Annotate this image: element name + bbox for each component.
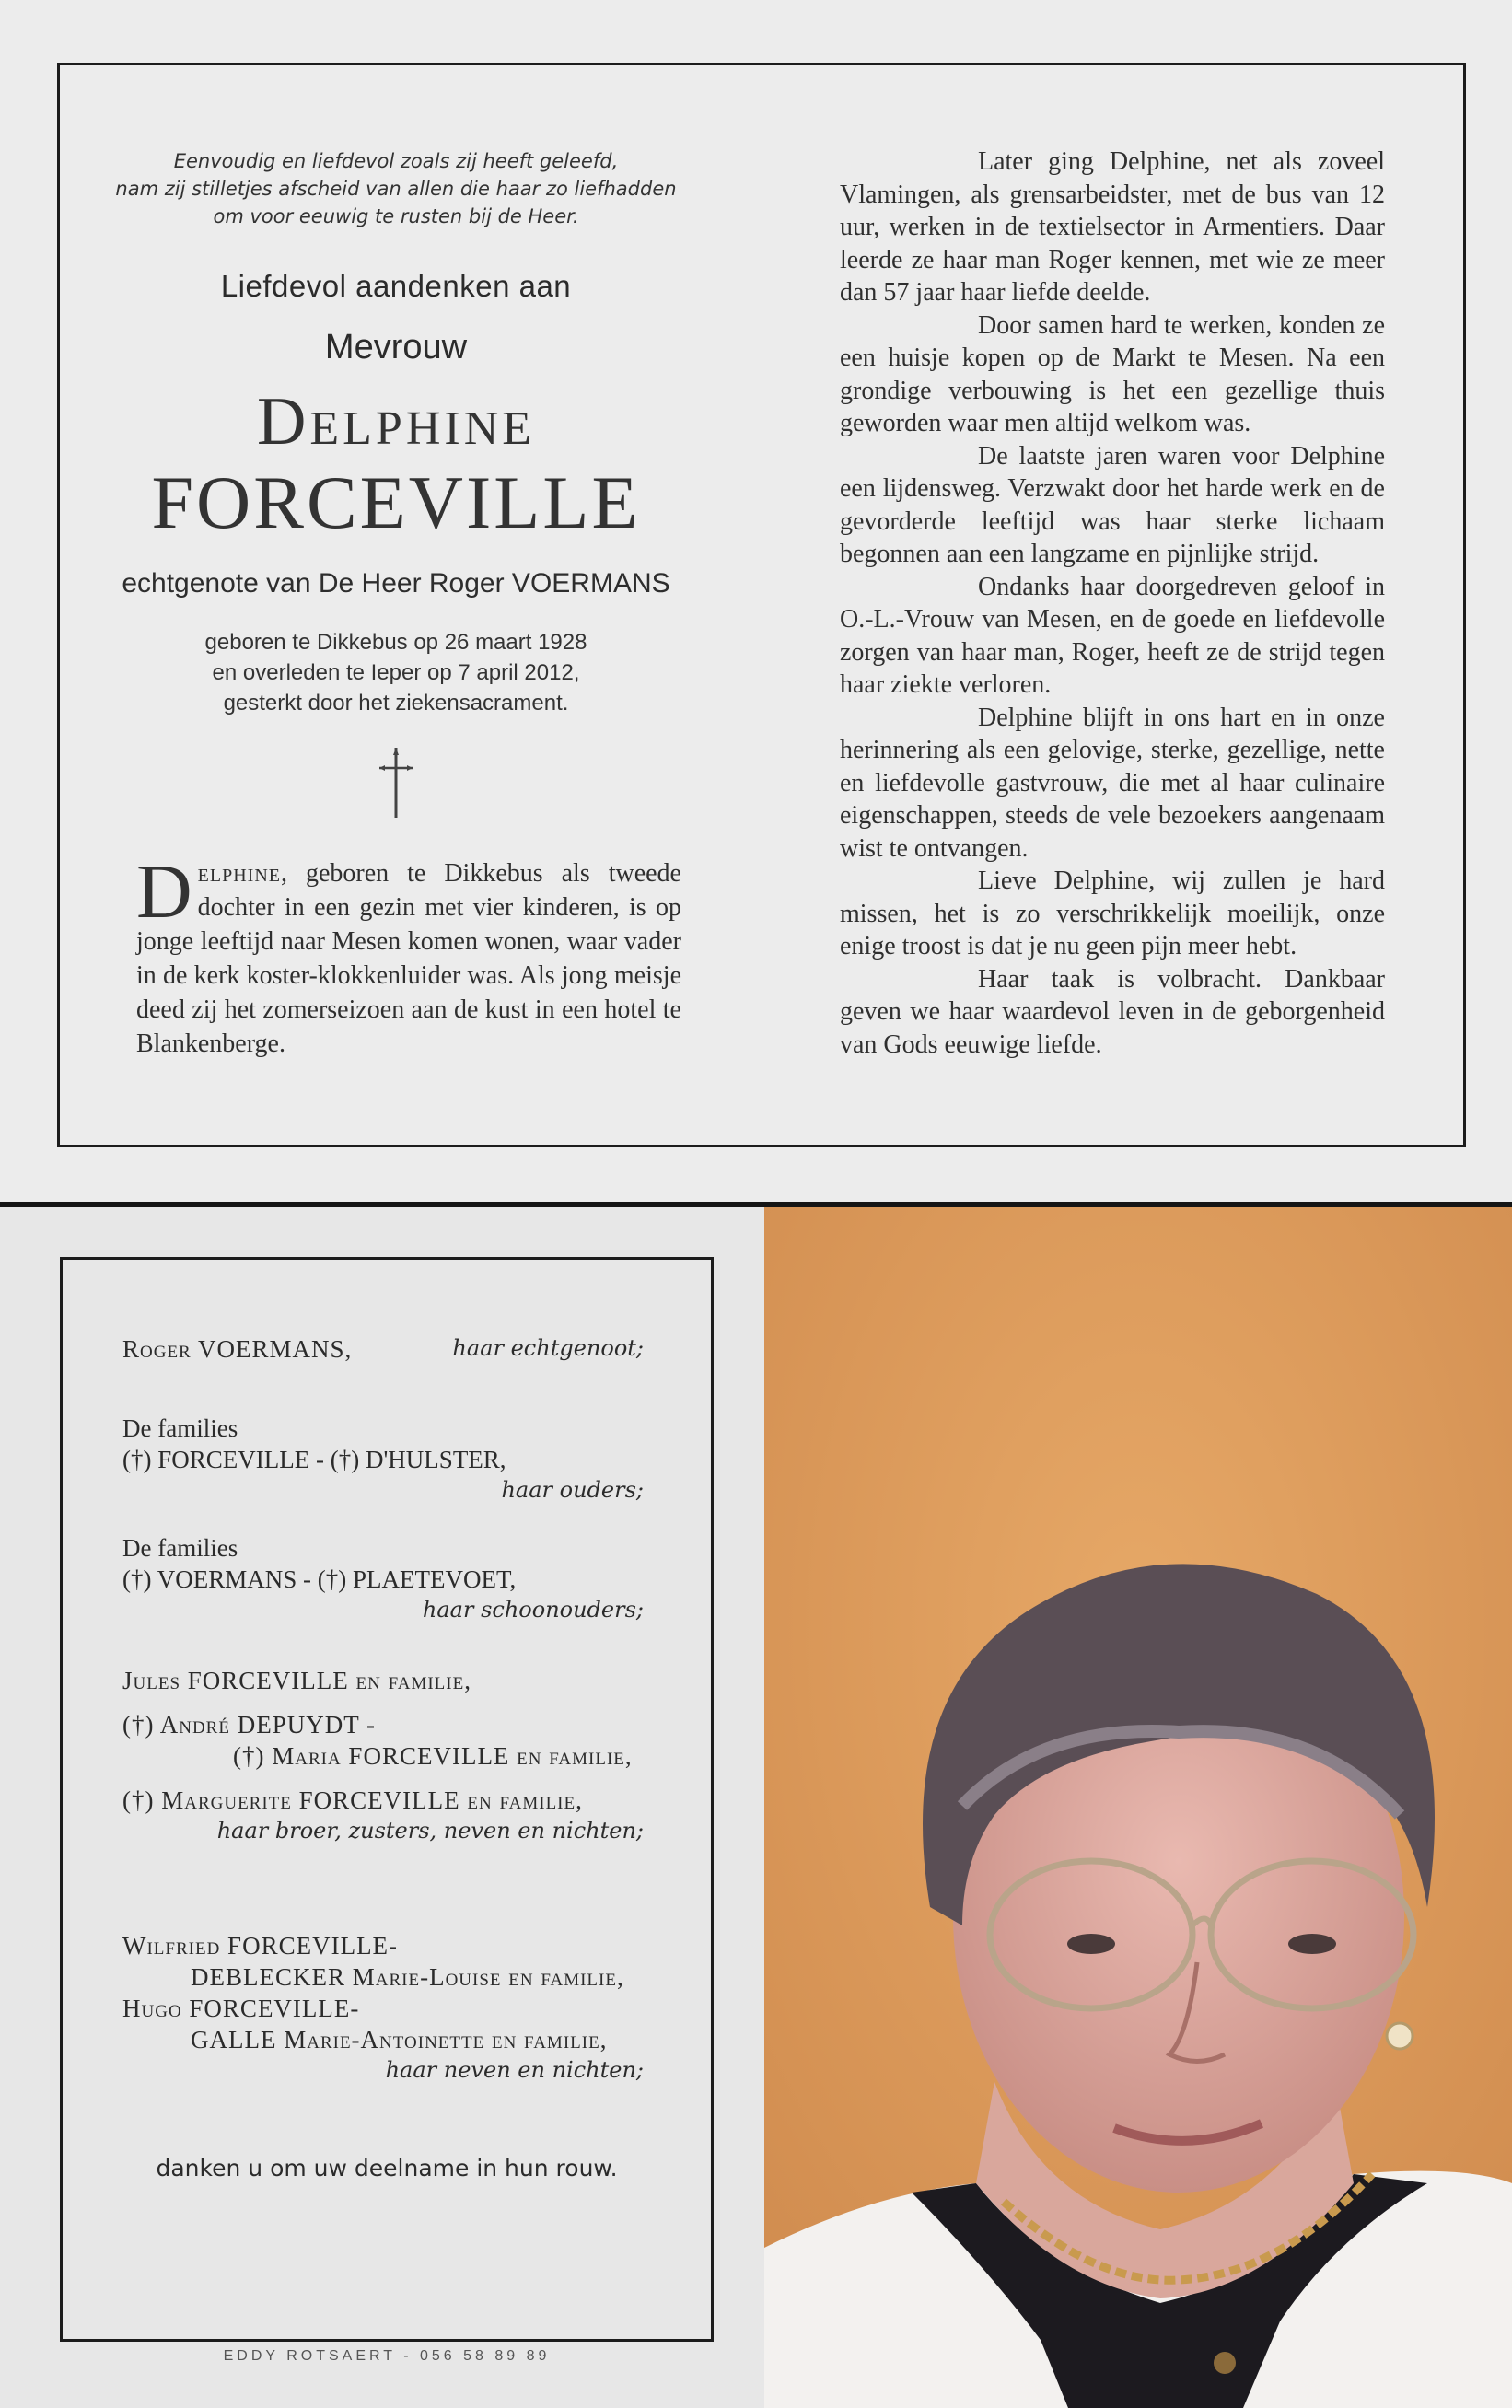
husband-role: haar echtgenoot; [452,1335,644,1361]
thanks-line: danken u om uw deelname in hun rouw. [156,2155,618,2181]
story-paragraph: Lieve Delphine, wij zullen je hard missen, het is zo verschrikkelijk moeilijk, onze enige troost is dat je nu geen pijn meer hebt. [840,867,1385,960]
family-husband [122,1333,644,1365]
story-paragraph: Delphine blijft in ons hart en in onze herinnering als een gelovige, sterke, gezellige, nette en liefdevolle gastvrouw, die met al haar culinaire eigenschappen, steeds de vele bezoekers aangenaam wist te ontvangen. [840,703,1385,863]
family-nephews [122,1930,644,2085]
sibling-line: (†) Marguerite FORCEVILLE en familie, [122,1786,583,1814]
spouse-line: echtgenote van De Heer Roger VOERMANS [122,568,670,599]
parents-role: haar ouders; [501,1477,644,1503]
parents-names: (†) FORCEVILLE - (†) D'HULSTER, [122,1446,506,1473]
printer-credit: EDDY ROTSAERT - 056 58 89 89 [223,2348,551,2364]
story-paragraph: Door samen hard te werken, konden ze een huisje kopen op de Markt te Mesen. Na een grondige verbouwing is het een gezellige thuis geworden waar men altijd welkom was. [840,310,1385,437]
parents-label: De families [122,1414,238,1442]
cross-icon [368,746,424,820]
story-paragraph: De laatste jaren waren voor Delphine een lijdensweg. Verzwakt door het harde werk en de gevorderde leeftijd was haar sterke lichaam begonnen aan een langzame en pijnlijke strijd. [840,441,1385,568]
intro-line: Eenvoudig en liefdevol zoals zij heeft geleefd, [173,150,619,172]
family-siblings [122,1665,644,1845]
inlaws-names: (†) VOERMANS - (†) PLAETEVOET, [122,1565,517,1593]
deceased-first-name: Delphine [256,384,536,459]
family-parents [122,1413,644,1505]
sibling-line: (†) André DEPUYDT - [122,1711,376,1739]
story-paragraph: Later ging Delphine, net als zoveel Vlamingen, als grensarbeidster, met de bus van 12 uur, werken in de textielsector in Armentiers. Daar leerde ze haar man Roger kennen, met wie ze meer dan 57 jaar haar liefde deelde. [840,147,1385,307]
sibling-line: Jules FORCEVILLE en familie, [122,1667,471,1694]
family-inlaws [122,1532,644,1624]
salutation: Mevrouw [324,328,468,366]
inlaws-role: haar schoonouders; [422,1597,644,1623]
story-paragraph: Ondanks haar doorgedreven geloof in O.-L.-Vrouw van Mesen, en de goede en liefdevolle zorgen van haar man, Roger, heeft ze de strijd tegen haar ziekte verloren. [840,572,1385,699]
dates-line: gesterkt door het ziekensacrament. [223,691,569,715]
inlaws-label: De families [122,1534,238,1562]
memorial-heading [74,147,718,824]
nephew-line: Hugo FORCEVILLE- [122,1995,360,2022]
intro-line: nam zij stilletjes afscheid van allen die haar zo liefhadden [115,178,677,200]
bio-text: , geboren te Dikkebus als tweede dochter in een gezin met vier kinderen, is op jonge leeftijd naar Mesen komen wonen, waar vader in de kerk koster-klokkenluider was. Als jong meisje deed zij het zomerseizoen aan de kust in een hotel te Blankenberge. [136,859,681,1058]
nephew-line: GALLE Marie-Antoinette en familie, [191,2026,608,2053]
biography-intro [136,849,681,1061]
remembrance-heading: Liefdevol aandenken aan [220,269,572,303]
portrait-photo [764,1207,1512,2408]
biography-story [840,145,1385,1061]
husband-name: Roger VOERMANS, [122,1335,353,1363]
drop-cap: D [136,849,192,935]
nephews-role: haar neven en nichten; [385,2057,644,2083]
life-dates [74,627,718,718]
nephew-line: Wilfried FORCEVILLE- [122,1932,399,1960]
bio-name: elphine [197,859,281,888]
sibling-line: (†) Maria FORCEVILLE en familie, [233,1742,633,1770]
intro-verse [74,147,718,230]
intro-line: om voor eeuwig te rusten bij de Heer. [213,205,579,227]
nephew-line: DEBLECKER Marie-Louise en familie, [191,1963,624,1991]
siblings-role: haar broer, zusters, neven en nichten; [216,1818,644,1844]
dates-line: en overleden te Ieper op 7 april 2012, [212,660,580,685]
deceased-surname: FORCEVILLE [151,460,641,544]
dates-line: geboren te Dikkebus op 26 maart 1928 [204,630,587,655]
story-paragraph: Haar taak is volbracht. Dankbaar geven we haar waardevol leven in de geborgenheid van Gods eeuwige liefde. [840,964,1385,1059]
